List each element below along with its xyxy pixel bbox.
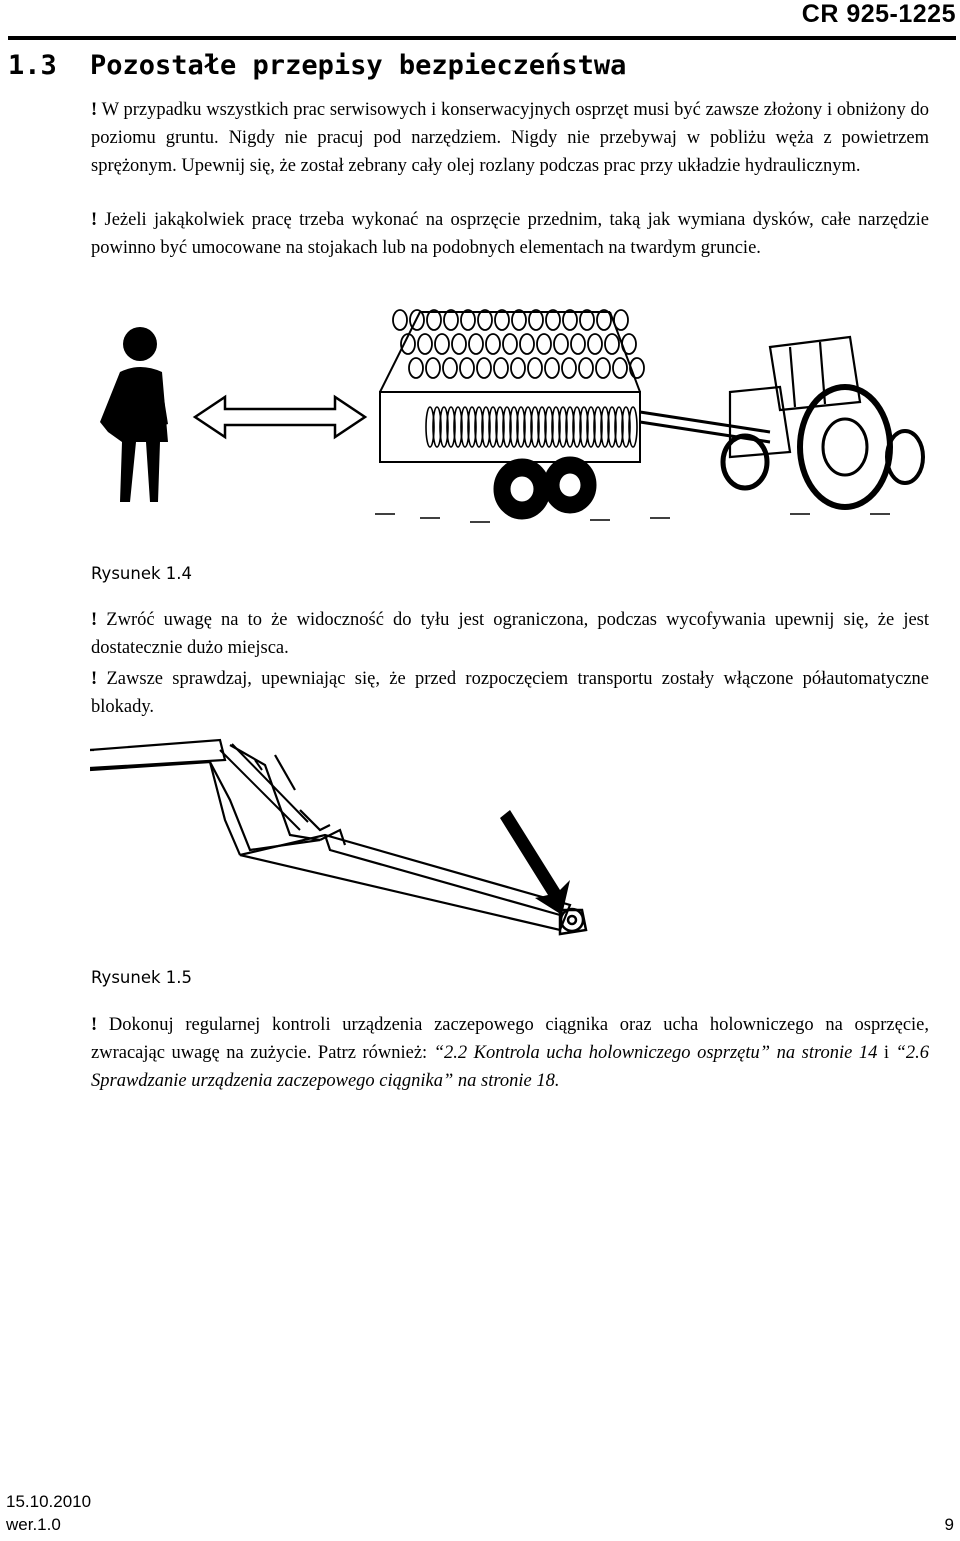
hydraulic-cylinder xyxy=(220,744,308,830)
pointer-arrow xyxy=(500,810,570,915)
section-title-text: Pozostałe przepisy bezpieczeństwa xyxy=(90,50,627,81)
footer-date: 15.10.2010 xyxy=(6,1492,92,1511)
paragraph-2 xyxy=(91,206,929,262)
cross-reference-2[interactable]: “2.6 Sprawdzanie urządzenia zaczepowego ciągnika” na stronie 18. xyxy=(91,1043,929,1091)
paragraph-2-text: Jeżeli jakąkolwiek pracę trzeba wykonać na osprzęcie przednim, taką jak wymiana dysków, całe narzędzie powinno być umocowane na stojakach lub na podobnych elementach na twardym gruncie. xyxy=(91,210,930,258)
cross-reference-1[interactable]: “2.2 Kontrola ucha holowniczego osprzętu” na stronie 14 xyxy=(433,1043,878,1063)
footer-version: wer.1.0 xyxy=(6,1515,61,1534)
implement-rollers xyxy=(426,407,637,447)
bullet-mark-4: ! xyxy=(91,669,98,689)
tractor-drawing xyxy=(723,337,923,507)
document-code: CR 925-1225 xyxy=(801,0,956,28)
figure-1-4-caption: Rysunek 1.4 xyxy=(91,564,193,583)
paragraph-1 xyxy=(91,96,929,180)
footer-page-number: 9 xyxy=(944,1515,954,1534)
paragraph-4-text: Zawsze sprawdzaj, upewniając się, że przed rozpoczęciem transportu zostały włączone półautomatyczne blokady. xyxy=(91,669,930,717)
paragraph-1-text: W przypadku wszystkich prac serwisowych i konserwacyjnych osprzęt musi być zawsze złożony i obniżony do poziomu gruntu. Nigdy nie pracuj pod narzędziem. Nigdy nie przebywaj w pobliżu węża z powietrzem sprężonym. Upewnij się, że został zebrany cały olej rozlany podczas prac przy układzie hydraulicznym. xyxy=(91,100,930,176)
person-figure xyxy=(100,327,168,502)
implement-discs xyxy=(393,310,644,378)
hitch-frame xyxy=(90,740,330,855)
double-arrow xyxy=(195,397,365,437)
bullet-mark-2: ! xyxy=(91,210,98,230)
figure-1-5-illustration xyxy=(90,730,610,960)
paragraph-5-conjunction: i xyxy=(877,1043,896,1063)
bullet-mark-1: ! xyxy=(91,100,98,120)
header-rule xyxy=(8,36,956,40)
paragraph-3-text: Zwróć uwagę na to że widoczność do tyłu jest ograniczona, podczas wycofywania upewnij się, że jest dostatecznie dużo miejsca. xyxy=(91,610,930,658)
paragraph-5 xyxy=(91,1011,929,1095)
paragraph-4 xyxy=(91,665,929,721)
bullet-mark-3: ! xyxy=(91,610,98,630)
paragraph-5-text: Dokonuj regularnej kontroli urządzenia zaczepowego ciągnika oraz ucha holowniczego na osprzęcie, zwracając uwagę na zużycie. Patrz również: xyxy=(91,1015,930,1063)
section-number: 1.3 xyxy=(8,50,57,81)
section-title xyxy=(8,50,626,81)
figure-1-4-illustration xyxy=(90,292,930,532)
ground-dashes xyxy=(375,514,890,522)
figure-1-5-caption: Rysunek 1.5 xyxy=(91,968,193,987)
bullet-mark-5: ! xyxy=(91,1015,98,1035)
implement-wheels xyxy=(494,457,596,519)
paragraph-3 xyxy=(91,606,929,662)
